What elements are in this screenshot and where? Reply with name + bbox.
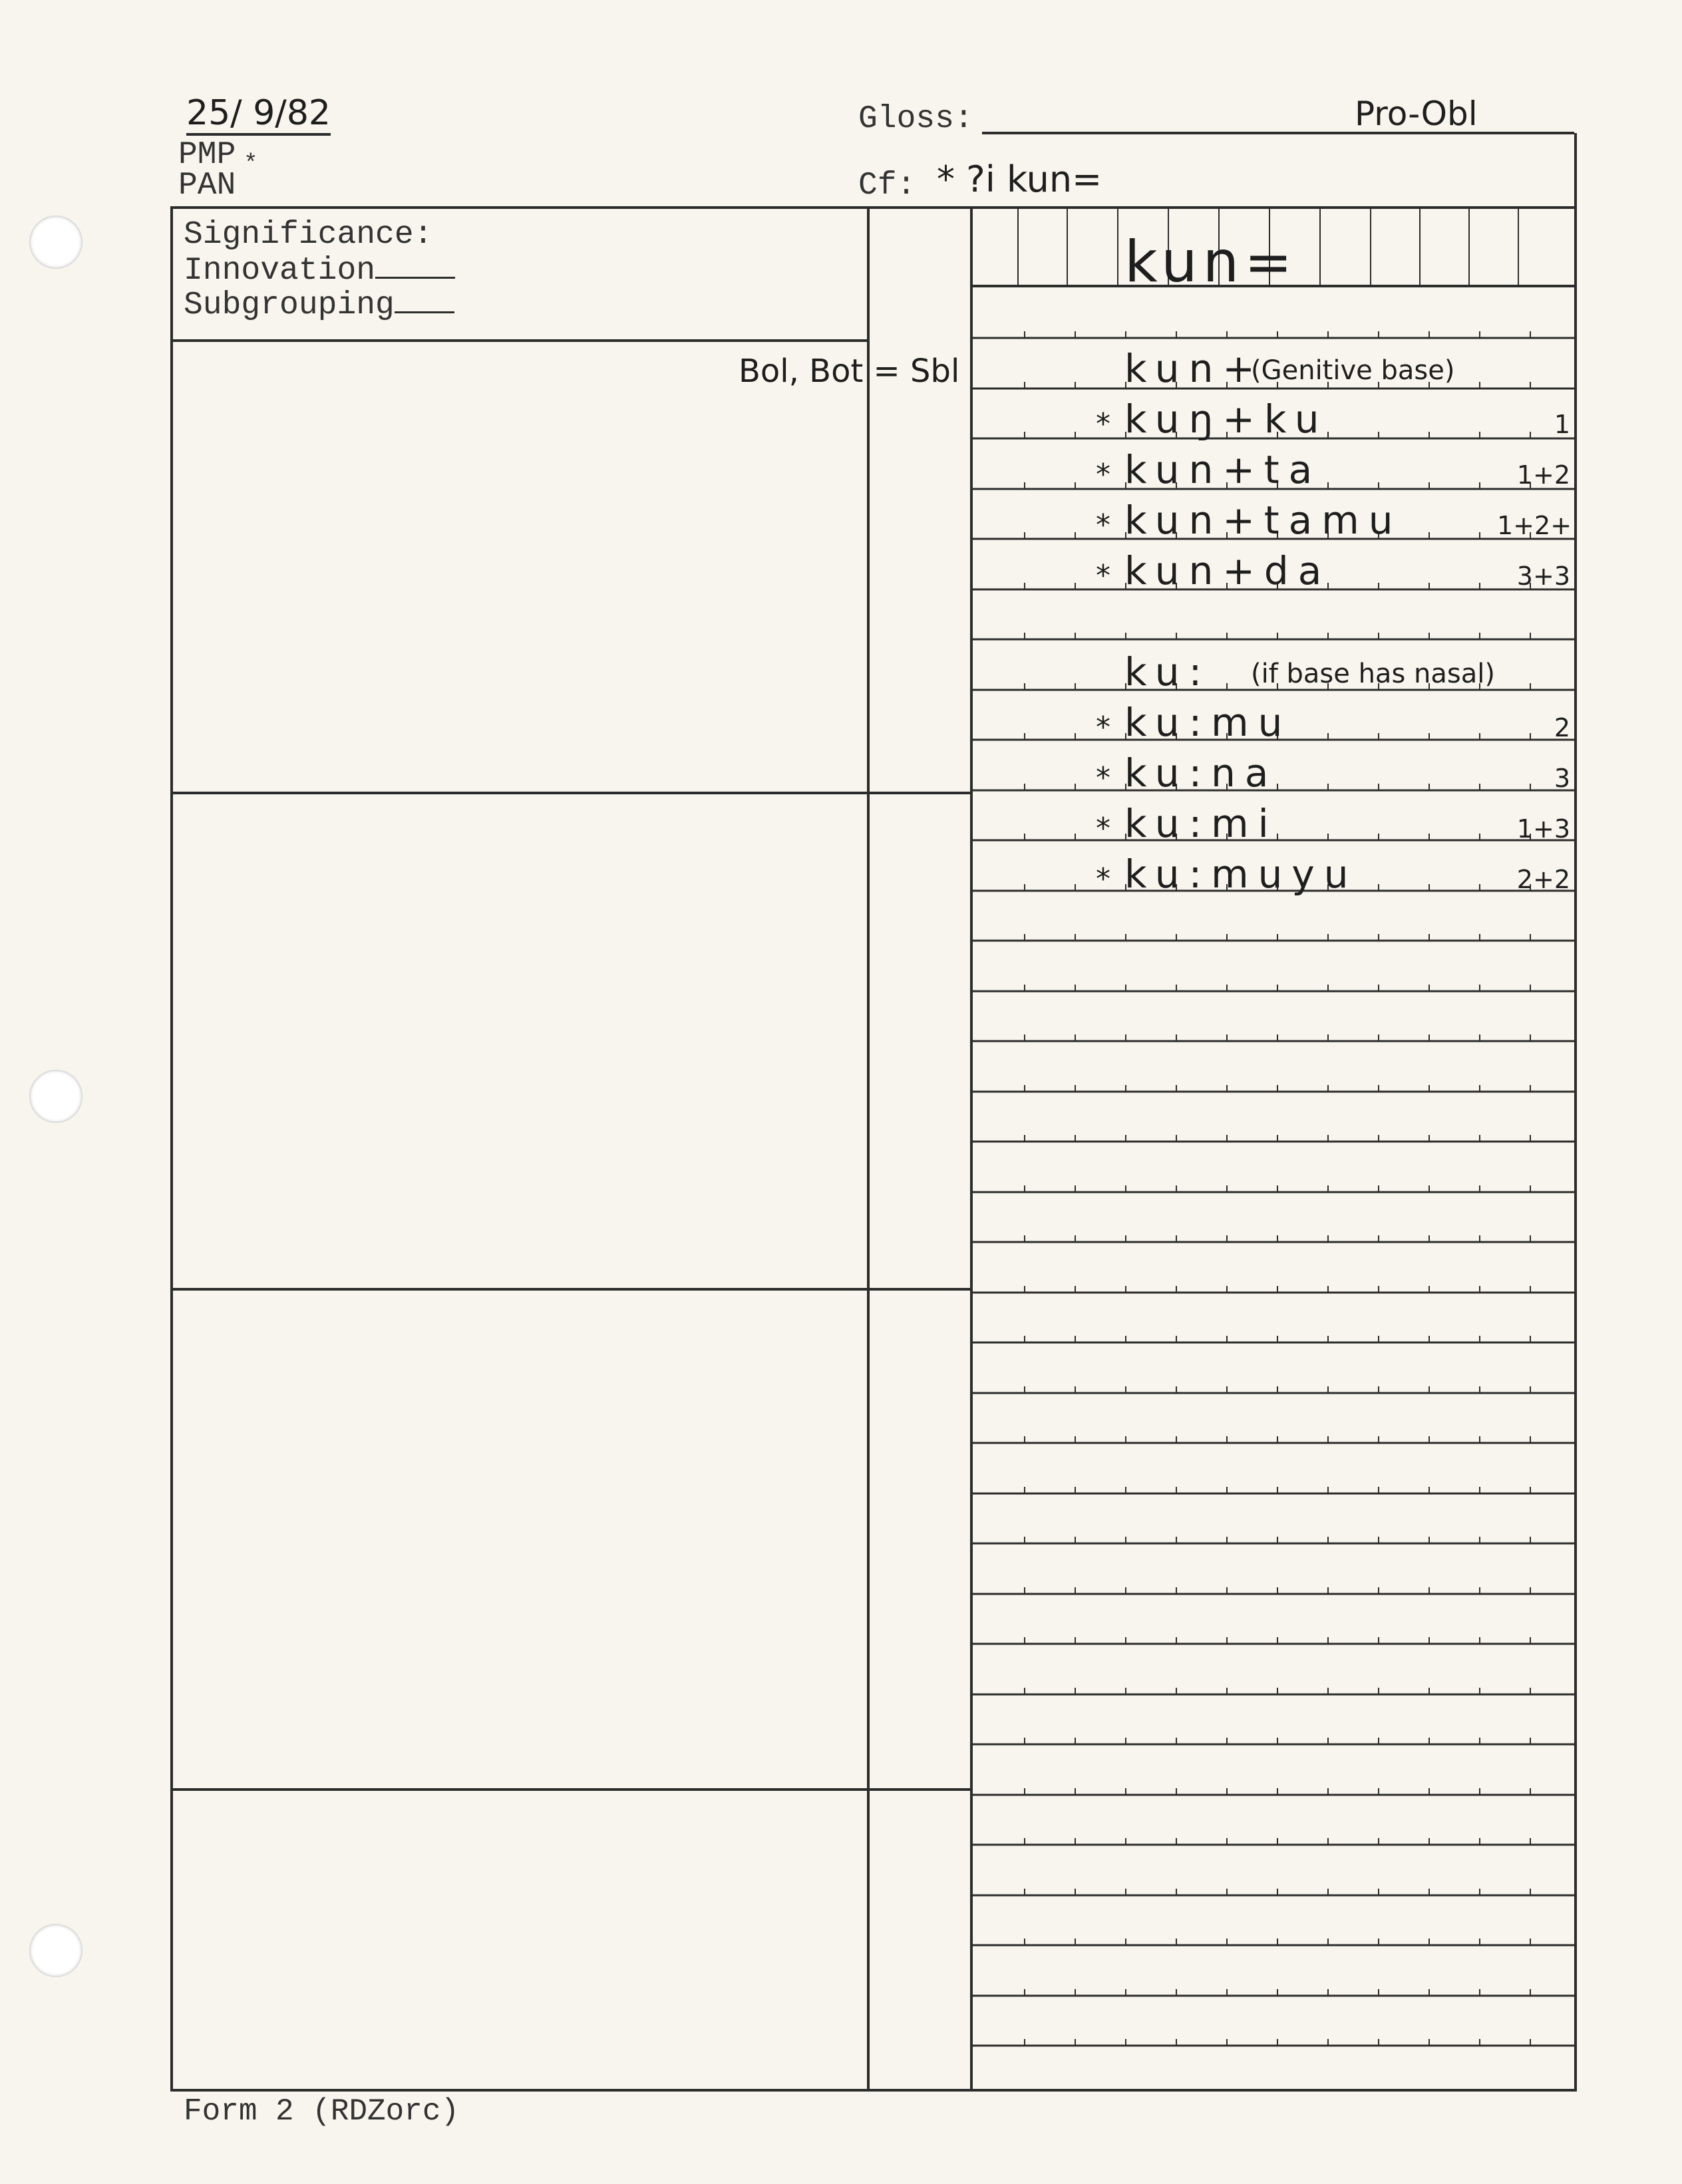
significance-title: Significance: (184, 217, 433, 253)
entry-note: (Genitive base) (1251, 355, 1455, 386)
entry-row (1091, 396, 1570, 447)
entry-marker: * (1096, 508, 1110, 542)
entry-person: 3+3 (1516, 561, 1570, 591)
entry-person: 1+2+ (1497, 511, 1572, 540)
entry-row (1091, 852, 1570, 902)
entry-row (1091, 346, 1570, 396)
entry-form: kun+da (1124, 548, 1331, 593)
entry-person: 3 (1554, 764, 1570, 793)
entry-row-spacer (1091, 599, 1570, 649)
entry-form: ku: (1124, 649, 1212, 695)
entry-marker: * (1096, 559, 1110, 593)
headword: kun= (1124, 229, 1298, 295)
entry-list (1091, 346, 1570, 902)
gloss-value: Pro-Obl (1355, 94, 1478, 133)
entry-marker: * (1096, 761, 1110, 795)
innovation-label: Innovation (184, 250, 455, 289)
entry-form: ku:muyu (1124, 852, 1358, 897)
entry-form: kuŋ+ku (1124, 396, 1329, 442)
entry-marker: * (1096, 862, 1110, 896)
entry-row (1091, 750, 1570, 801)
entry-form: kun+ta (1124, 447, 1322, 492)
note-dialects: Bol, Bot = Sbl (739, 353, 960, 390)
entry-marker: * (1096, 812, 1110, 846)
entry-person: 1+2 (1516, 460, 1570, 490)
gloss-label: Gloss: (858, 101, 973, 137)
pmp-label: PMP (178, 137, 236, 173)
entry-marker: * (1096, 458, 1110, 492)
date: 25/ 9/82 (186, 93, 331, 136)
entry-note: (if base has nasal) (1251, 659, 1495, 689)
entry-marker: * (1096, 710, 1110, 744)
entry-row (1091, 548, 1570, 599)
entry-form: kun+tamu (1124, 498, 1403, 543)
pmp-mark: * (244, 150, 258, 178)
entry-row (1091, 447, 1570, 498)
subgrouping-blank (395, 285, 454, 313)
subgrouping-label: Subgrouping (184, 285, 454, 323)
entry-row (1091, 498, 1570, 548)
entry-person: 1+3 (1516, 814, 1570, 844)
entry-row (1091, 649, 1570, 700)
entry-form: kun+ (1124, 346, 1264, 391)
entry-person: 2+2 (1516, 865, 1570, 894)
entry-row (1091, 700, 1570, 750)
entry-form: ku:mu (1124, 700, 1292, 745)
cf-label: Cf: (858, 168, 916, 204)
innovation-blank (375, 250, 455, 279)
entry-form: ku:na (1124, 750, 1278, 796)
entry-marker: * (1096, 407, 1110, 441)
form-footer: Form 2 (RDZorc) (184, 2094, 460, 2129)
entry-form: ku:mi (1124, 801, 1278, 846)
entry-person: 2 (1554, 713, 1570, 742)
entry-person: 1 (1554, 410, 1570, 439)
entry-row (1091, 801, 1570, 852)
cf-value: * ?i kun= (937, 158, 1102, 200)
pan-label: PAN (178, 168, 236, 204)
